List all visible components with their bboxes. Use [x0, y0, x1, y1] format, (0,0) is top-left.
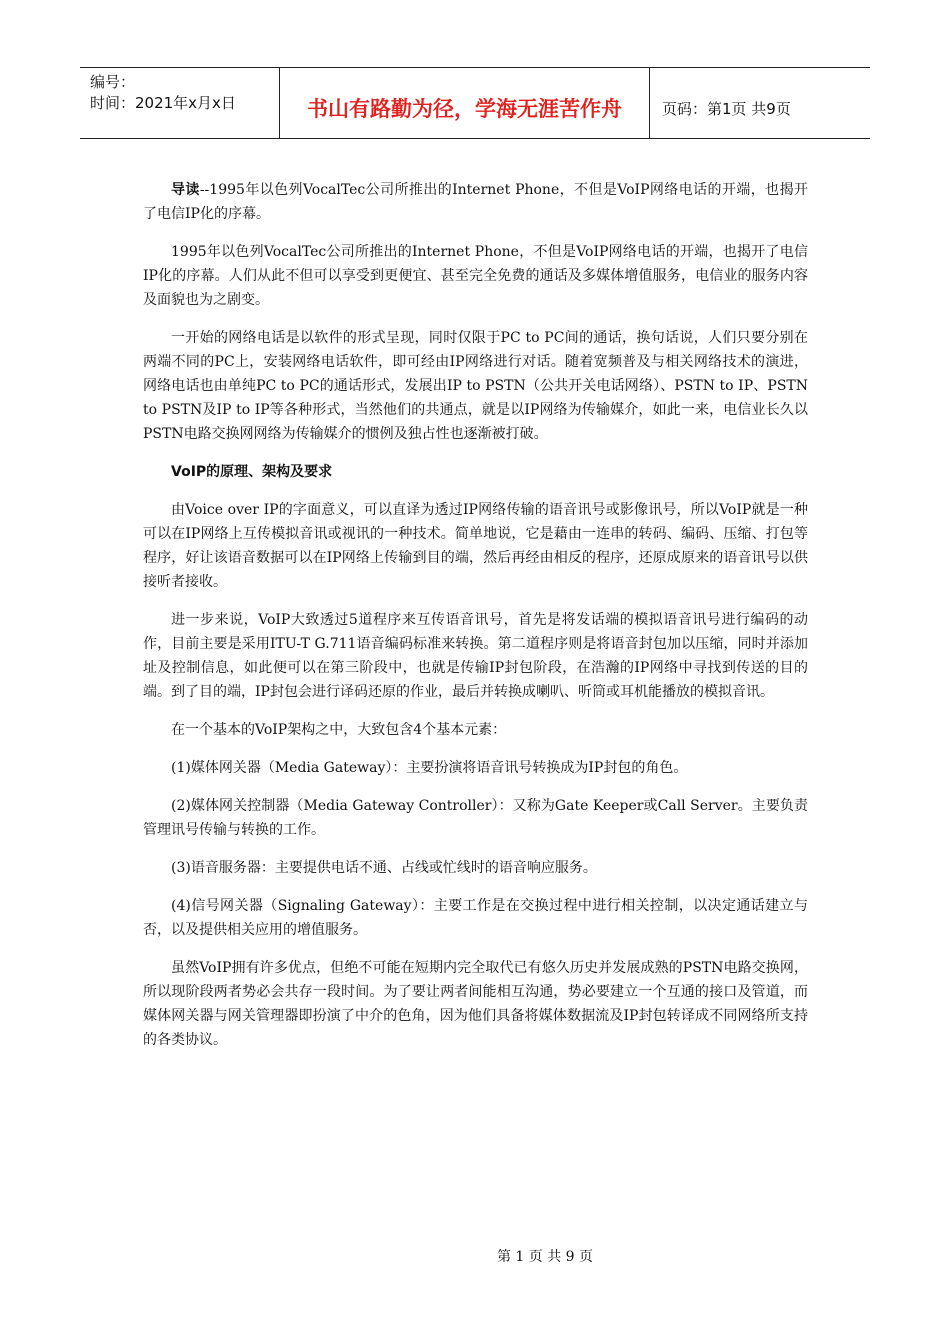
paragraph-1: 1995年以色列VocalTec公司所推出的Internet Phone，不但是VoIP网络电话的开端，也揭开了电信IP化的序幕。人们从此不但可以享受到更便宜、甚至完全免费的通话及多媒体增值服务，电信业的服务内容及面貌也为之剧变。 [143, 244, 808, 308]
list-item-1: (1)媒体网关器（Media Gateway）：主要扮演将语音讯号转换成为IP封包的角色。 [171, 760, 688, 776]
paragraph-3: 由Voice over IP的字面意义，可以直译为透过IP网络传输的语音讯号或影像讯号，所以VoIP就是一种可以在IP网络上互传模拟音讯或视讯的一种技术。简单地说，它是藉由一连串的转码、编码、压缩、打包等程序，好让该语音数据可以在IP网络上传输到目的端，然后再经由相反的程序，还原成原来的语音讯号以供接听者接收。 [143, 502, 808, 590]
page-footer: 第 1 页 共 9 页 [496, 1249, 594, 1265]
paragraph-4: 进一步来说，VoIP大致透过5道程序来互传语音讯号，首先是将发话端的模拟语音讯号进行编码的动作，目前主要是采用ITU-T G.711语音编码标准来转换。第二道程序则是将语音封包加以压缩，同时并添加址及控制信息，如此便可以在第三阶段中，也就是传输IP封包阶段，在浩瀚的IP网络中寻找到传送的目的端。到了目的端，IP封包会进行译码还原的作业，最后并转换成喇叭、听筒或耳机能播放的模拟音讯。 [143, 612, 808, 700]
section-heading: VoIP的原理、架构及要求 [171, 464, 333, 480]
intro-lead: 导读 [171, 182, 200, 198]
intro-paragraph [143, 178, 808, 226]
header-meta [80, 68, 280, 138]
header-motto: 书山有路勤为径，学海无涯苦作舟 [280, 68, 650, 138]
list-item-2: (2)媒体网关控制器（Media Gateway Controller）：又称为Gate Keeper或Call Server。主要负责管理讯号传输与转换的工作。 [143, 798, 808, 838]
list-item-4: (4)信号网关器（Signaling Gateway）：主要工作是在交换过程中进行相关控制，以决定通话建立与否，以及提供相关应用的增值服务。 [143, 898, 808, 938]
document-number-label: 编号： [90, 73, 136, 91]
paragraph-5: 在一个基本的VoIP架构之中，大致包含4个基本元素： [171, 722, 507, 738]
document-header [80, 67, 870, 139]
header-page-info: 页码：第1页 共9页 [662, 99, 791, 118]
document-date: 时间：2021年x月x日 [90, 94, 236, 112]
paragraph-6: 虽然VoIP拥有许多优点，但绝不可能在短期内完全取代已有悠久历史并发展成熟的PSTN电路交换网，所以现阶段两者势必会共存一段时间。为了要让两者间能相互沟通，势必要建立一个互通的接口及管道，而媒体网关器与网关管理器即扮演了中介的色角，因为他们具备将媒体数据流及IP封包转译成不同网络所支持的各类协议。 [143, 960, 808, 1048]
document-body [143, 178, 808, 1066]
paragraph-2: 一开始的网络电话是以软件的形式呈现，同时仅限于PC to PC间的通话，换句话说，人们只要分别在两端不同的PC上，安装网络电话软件，即可经由IP网络进行对话。随着宽频普及与相关网络技术的演进，网络电话也由单纯PC to PC的通话形式，发展出IP to PSTN（公共开关电话网络）、PSTN to IP、PSTN to PSTN及IP to IP等各种形式，当然他们的共通点，就是以IP网络为传输媒介，如此一来，电信业长久以PSTN电路交换网网络为传输媒介的惯例及独占性也逐渐被打破。 [143, 330, 808, 442]
list-item-3: (3)语音服务器：主要提供电话不通、占线或忙线时的语音响应服务。 [171, 860, 597, 876]
intro-text: --1995年以色列VocalTec公司所推出的Internet Phone，不但是VoIP网络电话的开端，也揭开了电信IP化的序幕。 [143, 182, 808, 222]
